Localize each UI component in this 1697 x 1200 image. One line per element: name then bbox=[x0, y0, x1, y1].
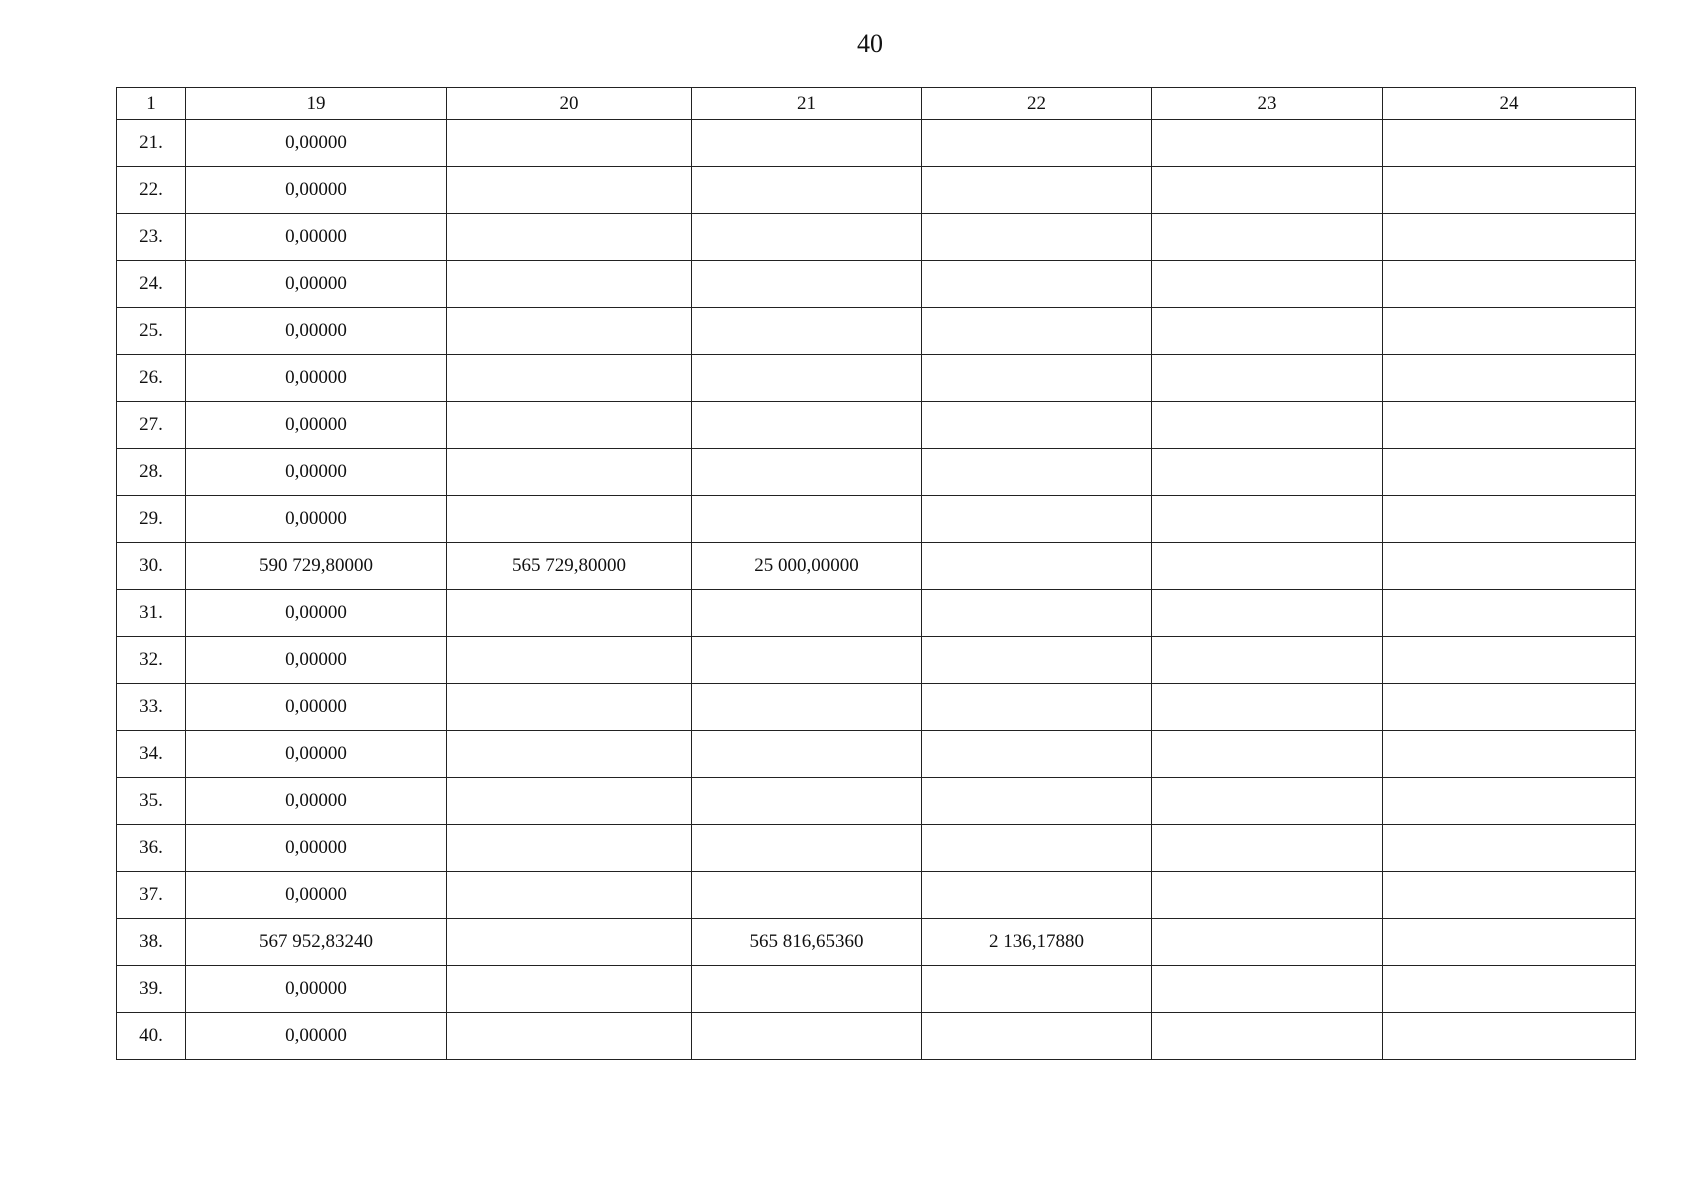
table-cell bbox=[447, 402, 692, 449]
table-cell bbox=[447, 214, 692, 261]
table-cell bbox=[447, 825, 692, 872]
table-cell bbox=[922, 1013, 1152, 1060]
table-cell bbox=[692, 167, 922, 214]
table-cell bbox=[922, 449, 1152, 496]
row-number-cell: 32. bbox=[117, 637, 186, 684]
table-row bbox=[117, 402, 1636, 449]
data-table bbox=[116, 87, 1636, 1060]
table-row bbox=[117, 355, 1636, 402]
table-cell bbox=[692, 731, 922, 778]
table-cell bbox=[1383, 872, 1636, 919]
table-cell bbox=[1383, 919, 1636, 966]
table-cell bbox=[1152, 637, 1383, 684]
table-cell bbox=[1152, 919, 1383, 966]
table-cell bbox=[1383, 731, 1636, 778]
table-cell bbox=[692, 590, 922, 637]
table-cell bbox=[922, 496, 1152, 543]
table-cell bbox=[692, 778, 922, 825]
table-row bbox=[117, 919, 1636, 966]
row-number-cell: 22. bbox=[117, 167, 186, 214]
table-cell bbox=[922, 120, 1152, 167]
table-cell bbox=[692, 355, 922, 402]
table-cell bbox=[922, 214, 1152, 261]
table-cell bbox=[922, 825, 1152, 872]
table-row bbox=[117, 449, 1636, 496]
table-cell bbox=[922, 590, 1152, 637]
table-cell bbox=[447, 355, 692, 402]
row-number-cell: 36. bbox=[117, 825, 186, 872]
table-cell bbox=[692, 261, 922, 308]
table-cell bbox=[692, 308, 922, 355]
table-cell bbox=[447, 120, 692, 167]
table-cell: 0,00000 bbox=[186, 402, 447, 449]
table-cell bbox=[692, 966, 922, 1013]
row-number-cell: 33. bbox=[117, 684, 186, 731]
table-row bbox=[117, 966, 1636, 1013]
table-cell bbox=[922, 308, 1152, 355]
table-cell bbox=[1383, 261, 1636, 308]
page-number: 40 bbox=[857, 29, 883, 58]
table-cell bbox=[1152, 684, 1383, 731]
table-row bbox=[117, 872, 1636, 919]
table-cell bbox=[1383, 684, 1636, 731]
table-cell bbox=[922, 731, 1152, 778]
table-cell bbox=[1383, 496, 1636, 543]
column-header-4: 22 bbox=[922, 88, 1152, 120]
table-row bbox=[117, 1013, 1636, 1060]
table-cell bbox=[1152, 308, 1383, 355]
table-cell bbox=[1152, 496, 1383, 543]
column-header-1: 19 bbox=[186, 88, 447, 120]
table-cell: 567 952,83240 bbox=[186, 919, 447, 966]
table-header bbox=[117, 88, 1636, 120]
table-row bbox=[117, 120, 1636, 167]
row-number-cell: 39. bbox=[117, 966, 186, 1013]
row-number-cell: 25. bbox=[117, 308, 186, 355]
table-cell: 0,00000 bbox=[186, 731, 447, 778]
table-body bbox=[117, 120, 1636, 1060]
row-number-cell: 31. bbox=[117, 590, 186, 637]
table-cell bbox=[1152, 214, 1383, 261]
table-cell: 590 729,80000 bbox=[186, 543, 447, 590]
table-cell: 565 816,65360 bbox=[692, 919, 922, 966]
table-cell bbox=[922, 872, 1152, 919]
table-row bbox=[117, 684, 1636, 731]
row-number-cell: 24. bbox=[117, 261, 186, 308]
table-cell bbox=[1383, 778, 1636, 825]
table-cell: 0,00000 bbox=[186, 778, 447, 825]
table-cell bbox=[1383, 214, 1636, 261]
table-cell: 2 136,17880 bbox=[922, 919, 1152, 966]
row-number-cell: 23. bbox=[117, 214, 186, 261]
table-cell bbox=[1152, 1013, 1383, 1060]
table-cell: 0,00000 bbox=[186, 1013, 447, 1060]
table-cell: 0,00000 bbox=[186, 167, 447, 214]
table-cell: 0,00000 bbox=[186, 966, 447, 1013]
table-cell bbox=[1383, 825, 1636, 872]
table-cell: 0,00000 bbox=[186, 590, 447, 637]
table-row bbox=[117, 261, 1636, 308]
table-cell bbox=[1383, 637, 1636, 684]
table-cell bbox=[692, 402, 922, 449]
table-cell: 0,00000 bbox=[186, 355, 447, 402]
column-header-0: 1 bbox=[117, 88, 186, 120]
table-cell bbox=[922, 261, 1152, 308]
table-cell bbox=[1383, 355, 1636, 402]
table-cell bbox=[1152, 590, 1383, 637]
table-cell bbox=[922, 778, 1152, 825]
table-cell bbox=[692, 825, 922, 872]
row-number-cell: 34. bbox=[117, 731, 186, 778]
table-cell bbox=[1152, 731, 1383, 778]
table-row bbox=[117, 308, 1636, 355]
table-cell bbox=[447, 637, 692, 684]
table-row bbox=[117, 590, 1636, 637]
table-row bbox=[117, 214, 1636, 261]
table-cell bbox=[922, 966, 1152, 1013]
table-row bbox=[117, 825, 1636, 872]
row-number-cell: 26. bbox=[117, 355, 186, 402]
table-cell bbox=[1383, 120, 1636, 167]
table-cell bbox=[1383, 308, 1636, 355]
table-cell bbox=[692, 214, 922, 261]
table-cell: 0,00000 bbox=[186, 120, 447, 167]
table-cell bbox=[922, 402, 1152, 449]
column-header-6: 24 bbox=[1383, 88, 1636, 120]
table-cell bbox=[1152, 402, 1383, 449]
table-cell bbox=[447, 308, 692, 355]
row-number-cell: 35. bbox=[117, 778, 186, 825]
table-cell: 0,00000 bbox=[186, 496, 447, 543]
table-cell bbox=[922, 167, 1152, 214]
table-cell bbox=[1152, 261, 1383, 308]
table-cell: 0,00000 bbox=[186, 825, 447, 872]
row-number-cell: 21. bbox=[117, 120, 186, 167]
table-cell bbox=[1152, 966, 1383, 1013]
table-cell bbox=[1152, 449, 1383, 496]
table-row bbox=[117, 778, 1636, 825]
table-cell: 565 729,80000 bbox=[447, 543, 692, 590]
table-cell bbox=[692, 872, 922, 919]
table-cell: 0,00000 bbox=[186, 214, 447, 261]
table-cell bbox=[692, 1013, 922, 1060]
table-cell: 0,00000 bbox=[186, 449, 447, 496]
table-cell bbox=[692, 120, 922, 167]
table-cell bbox=[1152, 825, 1383, 872]
table-cell bbox=[1383, 167, 1636, 214]
table-cell bbox=[1383, 590, 1636, 637]
row-number-cell: 30. bbox=[117, 543, 186, 590]
row-number-cell: 40. bbox=[117, 1013, 186, 1060]
column-header-3: 21 bbox=[692, 88, 922, 120]
table-cell bbox=[692, 449, 922, 496]
table-cell bbox=[447, 966, 692, 1013]
row-number-cell: 38. bbox=[117, 919, 186, 966]
table-cell: 0,00000 bbox=[186, 872, 447, 919]
table-cell bbox=[447, 684, 692, 731]
table-cell bbox=[1383, 1013, 1636, 1060]
table-cell bbox=[447, 1013, 692, 1060]
table-cell bbox=[1383, 449, 1636, 496]
table-cell bbox=[447, 919, 692, 966]
table-cell bbox=[922, 684, 1152, 731]
row-number-cell: 29. bbox=[117, 496, 186, 543]
column-header-5: 23 bbox=[1152, 88, 1383, 120]
table-cell bbox=[447, 872, 692, 919]
column-header-2: 20 bbox=[447, 88, 692, 120]
table-cell: 0,00000 bbox=[186, 308, 447, 355]
table-cell bbox=[447, 261, 692, 308]
table-cell bbox=[1152, 872, 1383, 919]
table-cell bbox=[1383, 966, 1636, 1013]
table-row bbox=[117, 637, 1636, 684]
row-number-cell: 37. bbox=[117, 872, 186, 919]
table-cell bbox=[692, 684, 922, 731]
table-cell bbox=[922, 543, 1152, 590]
table-cell bbox=[447, 590, 692, 637]
table-cell bbox=[447, 496, 692, 543]
table-cell bbox=[1152, 355, 1383, 402]
table-cell: 0,00000 bbox=[186, 684, 447, 731]
table-cell bbox=[692, 496, 922, 543]
row-number-cell: 27. bbox=[117, 402, 186, 449]
table-cell: 0,00000 bbox=[186, 261, 447, 308]
table-cell bbox=[1383, 543, 1636, 590]
table-cell bbox=[1152, 778, 1383, 825]
row-number-cell: 28. bbox=[117, 449, 186, 496]
table-row bbox=[117, 731, 1636, 778]
header-row bbox=[117, 88, 1636, 120]
table-cell bbox=[922, 637, 1152, 684]
table-cell bbox=[1152, 120, 1383, 167]
table-row bbox=[117, 496, 1636, 543]
table-cell: 25 000,00000 bbox=[692, 543, 922, 590]
table-cell: 0,00000 bbox=[186, 637, 447, 684]
table-cell bbox=[922, 355, 1152, 402]
table-cell bbox=[1152, 167, 1383, 214]
table-cell bbox=[692, 637, 922, 684]
table-cell bbox=[447, 449, 692, 496]
table-row bbox=[117, 543, 1636, 590]
table-cell bbox=[1383, 402, 1636, 449]
table-cell bbox=[447, 778, 692, 825]
table-cell bbox=[1152, 543, 1383, 590]
table-cell bbox=[447, 731, 692, 778]
table-cell bbox=[447, 167, 692, 214]
table-row bbox=[117, 167, 1636, 214]
